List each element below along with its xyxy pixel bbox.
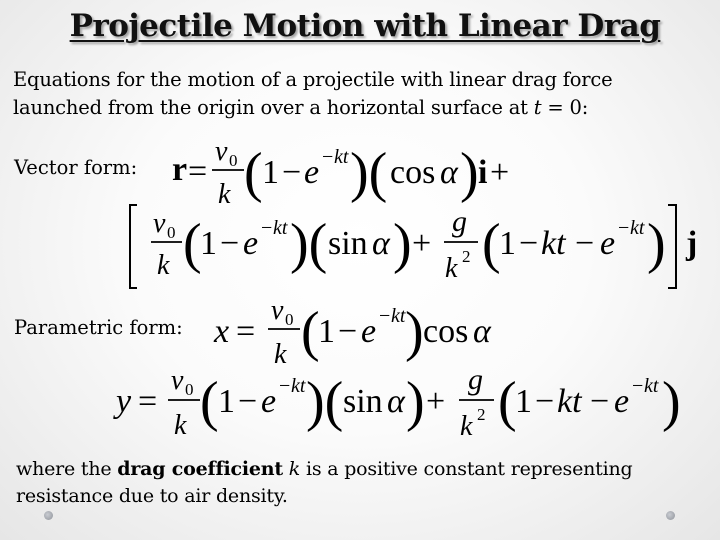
svg-text:): ) <box>460 142 479 204</box>
intro-line-2-prefix: launched from the origin over a horizontal surface at <box>13 96 534 119</box>
svg-text:kt: kt <box>291 375 306 397</box>
parametric-form-label: Parametric form: <box>14 316 183 339</box>
svg-text:j: j <box>686 225 698 262</box>
svg-text:kt: kt <box>273 217 288 239</box>
parametric-x-equation <box>213 295 492 370</box>
svg-text:): ) <box>393 213 412 275</box>
svg-text:e: e <box>243 225 259 262</box>
svg-text:1: 1 <box>499 225 516 262</box>
svg-text:e: e <box>261 383 277 420</box>
svg-text:0: 0 <box>285 310 294 329</box>
svg-text:(: ( <box>200 371 219 433</box>
parametric-y-equation <box>113 363 681 442</box>
svg-text:−: − <box>279 375 291 397</box>
svg-text:sin: sin <box>343 383 383 420</box>
svg-text:k: k <box>445 253 458 284</box>
svg-text:+: + <box>426 383 446 420</box>
svg-text:−: − <box>632 375 644 397</box>
time-variable: t <box>533 96 542 119</box>
svg-text:−: − <box>575 225 595 262</box>
svg-text:kt: kt <box>334 146 349 168</box>
svg-text:α: α <box>372 225 390 262</box>
outro-prefix: where the <box>16 458 118 480</box>
svg-text:e: e <box>600 225 616 262</box>
svg-text:2: 2 <box>477 405 486 424</box>
svg-text:1: 1 <box>218 383 235 420</box>
svg-text:k: k <box>274 339 287 370</box>
svg-text:kt: kt <box>630 217 645 239</box>
intro-line-2-suffix: = 0: <box>541 96 589 119</box>
svg-text:)(: )( <box>306 371 344 433</box>
svg-text:−: − <box>282 154 302 191</box>
svg-text:−: − <box>535 383 555 420</box>
svg-text:−: − <box>618 217 630 239</box>
svg-text:−: − <box>590 383 610 420</box>
outro-line-1 <box>16 456 706 483</box>
svg-text:−: − <box>338 313 358 350</box>
vector-equation-line-2 <box>130 205 697 288</box>
vector-equation-line-1 <box>172 136 509 210</box>
svg-text:−: − <box>322 146 334 168</box>
vector-form-label: Vector form: <box>14 156 138 179</box>
svg-text:(: ( <box>183 213 202 275</box>
svg-text:−: − <box>238 383 258 420</box>
svg-text:α: α <box>473 313 491 350</box>
svg-text:(: ( <box>482 213 501 275</box>
right-corner-dot <box>666 511 675 520</box>
svg-text:1: 1 <box>515 383 532 420</box>
svg-text:g: g <box>452 205 467 238</box>
svg-text:1: 1 <box>262 154 279 191</box>
svg-text:−: − <box>261 217 273 239</box>
svg-text:v: v <box>215 136 228 167</box>
svg-text:1: 1 <box>318 313 335 350</box>
svg-text:sin: sin <box>328 225 368 262</box>
svg-text:k: k <box>460 411 473 442</box>
svg-text:): ) <box>662 371 681 433</box>
svg-text:1: 1 <box>200 225 217 262</box>
svg-text:x: x <box>214 313 230 350</box>
svg-text:cos: cos <box>423 313 469 350</box>
svg-text:v: v <box>153 208 166 239</box>
svg-text:kt: kt <box>644 375 659 397</box>
svg-text:+: + <box>490 154 510 191</box>
svg-text:k: k <box>157 250 170 281</box>
outro-middle: is a positive constant representing <box>300 458 633 480</box>
svg-text:−: − <box>220 225 240 262</box>
svg-text:kt: kt <box>541 225 566 262</box>
svg-text:)(: )( <box>350 142 388 204</box>
left-corner-dot <box>44 511 53 520</box>
svg-text:)(: )( <box>290 213 328 275</box>
svg-text:k: k <box>218 179 231 210</box>
svg-text:=: = <box>138 383 158 420</box>
svg-text:): ) <box>406 371 425 433</box>
svg-text:=: = <box>236 313 256 350</box>
svg-text:α: α <box>440 154 458 191</box>
svg-text:): ) <box>405 301 424 363</box>
svg-text:k: k <box>174 410 187 441</box>
outro-line-2: resistance due to air density. <box>16 485 288 507</box>
svg-text:=: = <box>188 153 208 190</box>
svg-text:(: ( <box>498 371 517 433</box>
svg-text:i: i <box>478 154 488 191</box>
k-variable: k <box>288 458 301 480</box>
svg-text:v: v <box>171 365 184 396</box>
svg-text:y: y <box>116 383 132 420</box>
slide-title: Projectile Motion with Linear Drag <box>69 8 661 44</box>
svg-text:e: e <box>614 383 630 420</box>
svg-text:0: 0 <box>229 151 238 170</box>
intro-line-1: Equations for the motion of a projectile with linear drag force <box>13 68 613 91</box>
svg-text:(: ( <box>244 142 263 204</box>
svg-text:r: r <box>172 151 188 188</box>
svg-text:0: 0 <box>185 380 194 399</box>
svg-text:α: α <box>387 383 405 420</box>
svg-text:): ) <box>647 213 666 275</box>
svg-text:v: v <box>271 295 284 326</box>
svg-text:kt: kt <box>557 383 582 420</box>
svg-text:2: 2 <box>462 247 471 266</box>
svg-text:0: 0 <box>167 223 176 242</box>
outro-text <box>16 456 706 510</box>
svg-text:(: ( <box>301 301 320 363</box>
svg-text:kt: kt <box>391 305 406 327</box>
svg-text:e: e <box>361 313 377 350</box>
svg-text:+: + <box>412 225 432 262</box>
svg-text:e: e <box>304 154 320 191</box>
svg-text:cos: cos <box>390 154 436 191</box>
svg-text:g: g <box>468 363 483 396</box>
drag-coefficient-term: drag coefficient <box>117 458 283 480</box>
svg-text:−: − <box>519 225 539 262</box>
svg-text:−: − <box>379 305 391 327</box>
